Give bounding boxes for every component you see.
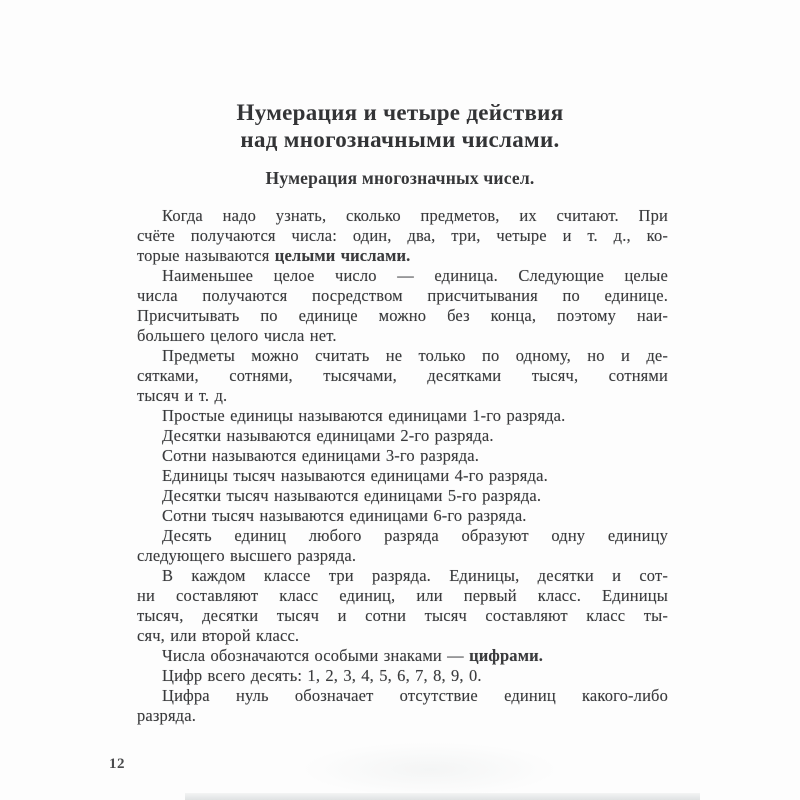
text-line [137,646,668,666]
text-line [137,226,668,246]
bold-term: цифрами. [469,646,544,665]
text-segment: сятками, сотнями, тысячами, десятками тысяч, сотнями [137,366,668,385]
text-segment: Десятки тысяч называются единицами 5-го разряда. [162,486,542,505]
text-line [137,446,668,466]
paragraph [137,526,668,566]
paragraph [137,206,668,266]
text-line [137,366,668,386]
text-segment: Присчитывать по единице можно без конца, поэтому наи- [137,306,668,325]
text-segment: большего целого числа нет. [137,326,337,345]
text-line [137,486,668,506]
text-segment: счёте получаются числа: один, два, три, четыре и т. д., ко- [137,226,668,245]
text-segment: тысяч, десятки тысяч и сотни тысяч составляют класс ты- [137,606,668,625]
text-line [137,206,668,226]
text-line [137,266,668,286]
scan-smudge [300,742,560,797]
text-segment: Цифра нуль обозначает отсутствие единиц какого-либо [162,686,668,705]
text-line [137,386,668,406]
text-line [137,626,668,646]
body-text [137,206,668,726]
text-line [137,406,668,426]
text-line [137,306,668,326]
paragraph [137,446,668,466]
text-segment: разряда. [137,706,196,725]
text-segment: Сотни тысяч называются единицами 6-го разряда. [162,506,527,525]
text-segment: Простые единицы называются единицами 1-го разряда. [162,406,566,425]
text-segment: торые называются [137,246,275,265]
text-line [137,666,668,686]
text-segment: В каждом классе три разряда. Единицы, десятки и сот- [162,566,668,585]
text-segment: сяч, или второй класс. [137,626,300,645]
text-segment: Наименьшее целое число — единица. Следующие целые [162,266,668,285]
text-line [137,466,668,486]
page-number: 12 [109,756,125,772]
text-segment: ни составляют класс единиц, или первый класс. Единицы [137,586,668,605]
text-line [137,506,668,526]
text-segment: Когда надо узнать, сколько предметов, их считают. При [162,206,668,225]
text-segment: тысяч и т. д. [137,386,228,405]
paragraph [137,506,668,526]
text-line [137,686,668,706]
text-segment: следующего высшего разряда. [137,546,357,565]
text-segment: Предметы можно считать не только по одному, но и де- [162,346,668,365]
text-segment: Числа обозначаются особыми знаками — [162,646,470,665]
paragraph [137,666,668,686]
text-segment: числа получаются посредством присчитывания по единице. [137,286,668,305]
text-line [137,526,668,546]
text-line [137,706,668,726]
section-subtitle: Нумерация многозначных чисел. [265,168,535,188]
text-segment: Единицы тысяч называются единицами 4-го разряда. [162,466,548,485]
text-segment: Десятки называются единицами 2-го разряда. [162,426,494,445]
text-line [137,546,668,566]
text-line [137,566,668,586]
paragraph [137,426,668,446]
page-edge-shadow [185,793,700,800]
chapter-title [0,100,800,153]
paragraph [137,566,668,646]
paragraph [137,486,668,506]
paragraph [137,466,668,486]
text-line [137,606,668,626]
text-line [137,246,668,266]
text-line [137,346,668,366]
chapter-title-line2: над многозначными числами. [240,126,560,152]
text-line [137,286,668,306]
text-segment: Сотни называются единицами 3-го разряда. [162,446,480,465]
paragraph [137,266,668,346]
paragraph [137,686,668,726]
text-line [137,426,668,446]
paragraph [137,346,668,406]
paragraph [137,646,668,666]
text-segment: Цифр всего десять: 1, 2, 3, 4, 5, 6, 7, 8, 9, 0. [162,666,482,685]
bold-term: целыми числами. [274,246,411,265]
text-line [137,326,668,346]
text-segment: Десять единиц любого разряда образуют одну единицу [162,526,668,545]
paragraph [137,406,668,426]
text-line [137,586,668,606]
chapter-title-line1: Нумерация и четыре действия [236,100,564,125]
